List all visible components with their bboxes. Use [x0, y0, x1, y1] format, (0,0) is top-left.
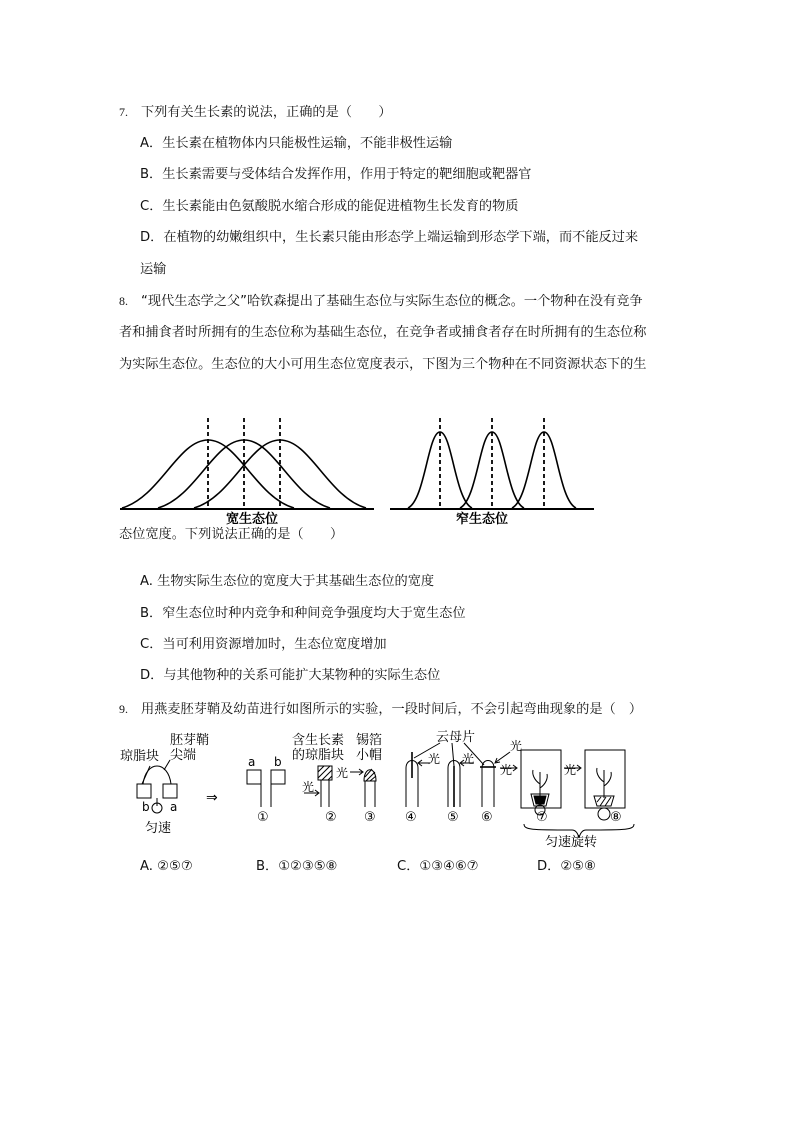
setup-4-5-6 [406, 743, 513, 807]
setup-6-light-arrow [496, 752, 510, 762]
q8-stem-line-3: 为实际生态位。生态位的大小可用生态位宽度表示，下图为三个物种在不同资源状态下的生 [119, 357, 647, 372]
setup-7-light-label: 光 [500, 763, 513, 777]
auxin-agar-label-2: 的琼脂块 [292, 748, 345, 763]
q9-option-a: A. ②⑤⑦ [140, 859, 193, 874]
setup-8-seedling [597, 768, 611, 798]
q8-stem-line-4: 态位宽度。下列说法正确的是（ ） [119, 527, 344, 542]
coleoptile-tip [143, 766, 171, 784]
setup-2-light-label: 光 [302, 780, 315, 794]
setup-3-light-label: 光 [336, 766, 349, 780]
number-7: ⑦ [536, 810, 548, 825]
setup-5-light-label: 光 [462, 752, 475, 766]
setup-6-light-label: 光 [510, 739, 523, 753]
narrow-niche-label: 窄生态位 [456, 512, 509, 527]
setup-7-pot-fill [534, 796, 546, 804]
q7-option-b: B．生长素需要与受体结合发挥作用，作用于特定的靶细胞或靶器官 [140, 167, 532, 182]
q7-number: 7. [119, 105, 128, 119]
number-4: ④ [405, 810, 417, 825]
arrow-symbol: ⇒ [206, 790, 218, 806]
setup-8-pot-hatch [597, 797, 611, 806]
setup-1-label-a: a [248, 755, 256, 769]
q8-option-d: D．与其他物种的关系可能扩大某物种的实际生态位 [140, 668, 441, 683]
setup-1-block-a [247, 770, 261, 784]
agar-block-a [163, 784, 177, 798]
rotation-label: 匀速旋转 [545, 835, 598, 850]
wide-niche-label: 宽生态位 [226, 512, 279, 527]
coleoptile-label-1: 胚芽鞘 [170, 733, 210, 748]
q7-stem-text: 下列有关生长素的说法，正确的是（ ） [141, 105, 392, 120]
setup-1-block-b [271, 770, 285, 784]
agar-block-b [137, 784, 151, 798]
q9-option-d: D．②⑤⑧ [537, 859, 596, 874]
q7-option-d: D．在植物的幼嫩组织中，生长素只能由形态学上端运输到形态学下端，而不能反过来 [140, 230, 639, 245]
q8-option-b: B．窄生态位时种内竞争和种间竞争强度均大于宽生态位 [140, 606, 466, 621]
setup-8-light-label: 光 [564, 763, 577, 777]
number-8: ⑧ [610, 810, 622, 825]
agar-block-label: 琼脂块 [120, 749, 160, 764]
setup-1 [247, 770, 285, 807]
block-a-label: a [170, 800, 178, 814]
setup-3 [350, 769, 376, 807]
number-6: ⑥ [481, 810, 493, 825]
number-2: ② [325, 810, 337, 825]
auxin-agar-label-1: 含生长素 [292, 733, 345, 748]
mica-pointer-mid [452, 743, 454, 766]
number-3: ③ [364, 810, 376, 825]
block-b-label: b [142, 800, 150, 814]
number-1: ① [257, 810, 269, 825]
q8-number: 8. [119, 294, 128, 308]
q7-option-a: A．生长素在植物体内只能极性运输，不能非极性运输 [140, 136, 453, 151]
agar-label-pointer [142, 766, 150, 784]
setup-8-pivot [598, 808, 610, 820]
q8-stem-line-2: 者和捕食者时所拥有的生态位称为基础生态位，在竞争者或捕食者存在时所拥有的生态位称 [119, 325, 647, 340]
q9-stem-text: 用燕麦胚芽鞘及幼苗进行如图所示的实验，一段时间后，不会引起弯曲现象的是（ ） [141, 702, 643, 717]
setup-1-label-b: b [274, 755, 282, 769]
foil-cap-label-2: 小帽 [356, 748, 383, 763]
q7-option-c: C．生长素能由色氨酸脱水缩合形成的能促进植物生长发育的物质 [140, 199, 519, 214]
q9-option-b: B．①②③⑤⑧ [256, 859, 338, 874]
number-5: ⑤ [447, 810, 459, 825]
auxin-block-hatch [318, 766, 332, 780]
setup-4-light-label: 光 [428, 752, 441, 766]
q8-stem-text-1: “现代生态学之父”哈钦森提出了基础生态位与实际生态位的概念。一个物种在没有竞争 [141, 294, 643, 309]
mica-label: 云母片 [436, 730, 476, 745]
q8-option-a: A. 生物实际生态位的宽度大于其基础生态位的宽度 [140, 574, 435, 589]
q8-option-c: C．当可利用资源增加时，生态位宽度增加 [140, 637, 387, 652]
q7-option-d-cont: 运输 [140, 262, 167, 277]
uniform-rotation-label: 匀速 [145, 821, 172, 836]
q9-number: 9. [119, 702, 128, 716]
foil-cap-label-1: 锡箔 [356, 733, 383, 748]
q9-option-c: C．①③④⑥⑦ [397, 859, 479, 874]
coleoptile-label-2: 尖端 [170, 748, 197, 763]
